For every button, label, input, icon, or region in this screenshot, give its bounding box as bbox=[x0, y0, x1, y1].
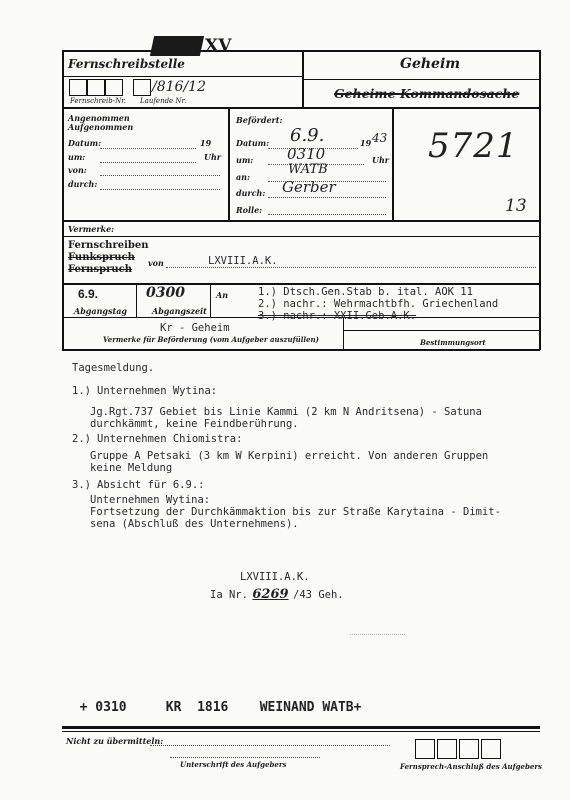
sent-year-prefix: 19 bbox=[360, 138, 372, 148]
sender-von-label: von bbox=[148, 258, 164, 268]
dispatch-time: 0300 bbox=[146, 285, 185, 301]
item-2-num: 2.) bbox=[72, 433, 91, 445]
ia-number: 6269 bbox=[252, 587, 289, 602]
received-um-line bbox=[100, 162, 196, 163]
tp-operator: WEINAND WATB+ bbox=[259, 700, 362, 715]
nicht-line bbox=[150, 745, 390, 746]
sender-von-value: LXVIII.A.K. bbox=[208, 255, 278, 267]
item-2-line-2: keine Meldung bbox=[90, 462, 173, 474]
received-year: 19 bbox=[200, 138, 212, 148]
received-von-line bbox=[100, 175, 220, 176]
received-durch-label: durch: bbox=[68, 179, 98, 189]
dispatch-priority-note: Vermerke für Beförderung (vom Aufgeber auszufüllen) bbox=[103, 335, 319, 344]
tp-number: 1816 bbox=[197, 700, 229, 715]
phone-label: Fernsprech-Anschluß des Aufgebers bbox=[400, 762, 542, 771]
item-3-num: 3.) bbox=[72, 479, 91, 491]
sender-type-3: Fernspruch bbox=[68, 264, 132, 275]
sent-register-divider bbox=[392, 107, 394, 221]
sent-an-label: an: bbox=[236, 172, 250, 182]
sent-durch-label: durch: bbox=[236, 188, 266, 198]
office-title: Fernschreibstelle bbox=[68, 57, 185, 71]
sent-rolle-line bbox=[268, 214, 386, 215]
sent-um-label: um: bbox=[236, 155, 254, 165]
register-sub: 13 bbox=[505, 196, 527, 216]
tp-time: + 0310 bbox=[79, 700, 127, 715]
item-2-title: Unternehmen Chiomistra: bbox=[97, 433, 243, 445]
ia-line bbox=[210, 585, 344, 603]
footer-rule-thick bbox=[62, 726, 540, 729]
received-datum-line bbox=[100, 148, 196, 149]
form-top-border bbox=[62, 50, 540, 52]
item-2-line-1: Gruppe A Petsaki (3 km W Kerpini) erreicht. Von anderen Gruppen bbox=[90, 450, 489, 462]
stamp-partial: XV bbox=[205, 36, 232, 56]
dispatch-recipient-1: 1.) Dtsch.Gen.Stab b. ital. AOK 11 bbox=[258, 286, 473, 298]
item-1-line-1: Jg.Rgt.737 Gebiet bis Linie Kammi (2 km N Andritsena) - Satuna bbox=[90, 406, 482, 418]
faint-mark bbox=[350, 628, 405, 635]
lfd-nr-box-1 bbox=[133, 79, 151, 96]
item-1-title: Unternehmen Wytina: bbox=[97, 385, 218, 397]
received-title-2: Aufgenommen bbox=[68, 122, 134, 132]
form-left-border bbox=[62, 50, 64, 350]
body-heading: Tagesmeldung. bbox=[72, 362, 155, 374]
serial-handwritten: /816/12 bbox=[152, 79, 206, 95]
classification-rule bbox=[302, 79, 540, 80]
item-3-line-3: sena (Abschluß des Unternehmens). bbox=[90, 518, 299, 530]
item-3-title: Absicht für 6.9.: bbox=[97, 479, 205, 491]
classification-label: Geheim bbox=[400, 56, 461, 72]
classification-struck-text: Geheime Kommandosache bbox=[334, 86, 520, 101]
signature-line bbox=[170, 757, 320, 758]
sent-an-value: WATB bbox=[288, 162, 328, 177]
fs-nr-box-3 bbox=[105, 79, 123, 96]
dispatch-recipient-2: 2.) nachr.: Wehrmachtbfh. Griechenland bbox=[258, 298, 499, 310]
dispatch-time-label: Abgangszeit bbox=[152, 306, 207, 316]
phone-box-2 bbox=[437, 739, 457, 759]
row3-top bbox=[62, 220, 540, 222]
lfd-nr-label: Laufende Nr. bbox=[140, 97, 187, 105]
received-um-label: um: bbox=[68, 152, 86, 162]
sent-rolle-label: Rolle: bbox=[236, 205, 263, 215]
sent-year-value: 43 bbox=[372, 131, 388, 145]
sent-uhr: Uhr bbox=[372, 155, 390, 165]
item-3-line-2: Fortsetzung der Durchkämmaktion bis zur Straße Karytaina - Dimit- bbox=[90, 506, 501, 518]
item-1-num: 1.) bbox=[72, 385, 91, 397]
sender-type-1: Fernschreiben bbox=[68, 240, 149, 251]
header-divider bbox=[62, 76, 302, 77]
dispatch-priority: Kr - Geheim bbox=[160, 322, 230, 334]
phone-box-3 bbox=[459, 739, 479, 759]
phone-box-1 bbox=[415, 739, 435, 759]
sent-datum-value: 6.9. bbox=[290, 125, 325, 146]
sender-type-2: Funkspruch bbox=[68, 252, 135, 263]
phone-box-4 bbox=[481, 739, 501, 759]
received-title-1: Angenommen bbox=[68, 113, 130, 123]
dispatch-time-divider bbox=[210, 283, 211, 317]
tp-kr: KR bbox=[165, 700, 182, 715]
ia-prefix: Ia Nr. bbox=[210, 589, 248, 601]
stamp-mark bbox=[150, 36, 204, 56]
form-bottom-border bbox=[62, 349, 540, 351]
ia-suffix: /43 Geh. bbox=[293, 589, 344, 601]
row4-top bbox=[62, 236, 540, 237]
received-sent-divider bbox=[228, 107, 230, 221]
nicht-label: Nicht zu übermitteln: bbox=[66, 736, 164, 746]
dispatch-date: 6.9. bbox=[78, 287, 99, 301]
form-right-border bbox=[539, 50, 541, 350]
item-1-line-2: durchkämmt, keine Feindberührung. bbox=[90, 418, 299, 430]
received-durch-line bbox=[100, 189, 220, 190]
dispatch-an-label: An bbox=[216, 290, 229, 300]
received-uhr: Uhr bbox=[204, 152, 222, 162]
sent-title: Befördert: bbox=[236, 115, 283, 125]
teleprinter-line bbox=[64, 685, 361, 715]
bestimmungsort-label: Bestimmungsort bbox=[420, 338, 486, 347]
classification-struck bbox=[334, 85, 519, 103]
item-3-line-1: Unternehmen Wytina: bbox=[90, 494, 211, 506]
row2-top bbox=[62, 107, 540, 109]
sent-durch-line bbox=[268, 197, 386, 198]
dispatch-recipient-3: 3.) nachr.: XXII.Geb.A.K. bbox=[258, 310, 417, 322]
sender-von-line bbox=[166, 267, 536, 268]
register-number: 5721 bbox=[428, 126, 519, 166]
dispatch-date-divider bbox=[136, 283, 137, 317]
sent-um-value: 0310 bbox=[287, 145, 326, 163]
fs-nr-label: Fernschreib-Nr. bbox=[70, 97, 126, 105]
fs-nr-box-1 bbox=[69, 79, 87, 96]
ruling-line bbox=[344, 330, 540, 331]
received-datum-label: Datum: bbox=[68, 138, 102, 148]
sent-datum-label: Datum: bbox=[236, 138, 270, 148]
dispatch-date-label: Abgangstag bbox=[74, 306, 127, 316]
vermerke-label: Vermerke: bbox=[68, 224, 115, 234]
footer-rule-thin bbox=[62, 731, 540, 732]
fs-nr-box-2 bbox=[87, 79, 105, 96]
signature-unit: LXVIII.A.K. bbox=[240, 571, 310, 583]
received-von-label: von: bbox=[68, 165, 87, 175]
row5-top bbox=[62, 283, 540, 285]
sent-durch-value: Gerber bbox=[282, 178, 336, 196]
signature-label: Unterschrift des Aufgebers bbox=[180, 760, 287, 769]
